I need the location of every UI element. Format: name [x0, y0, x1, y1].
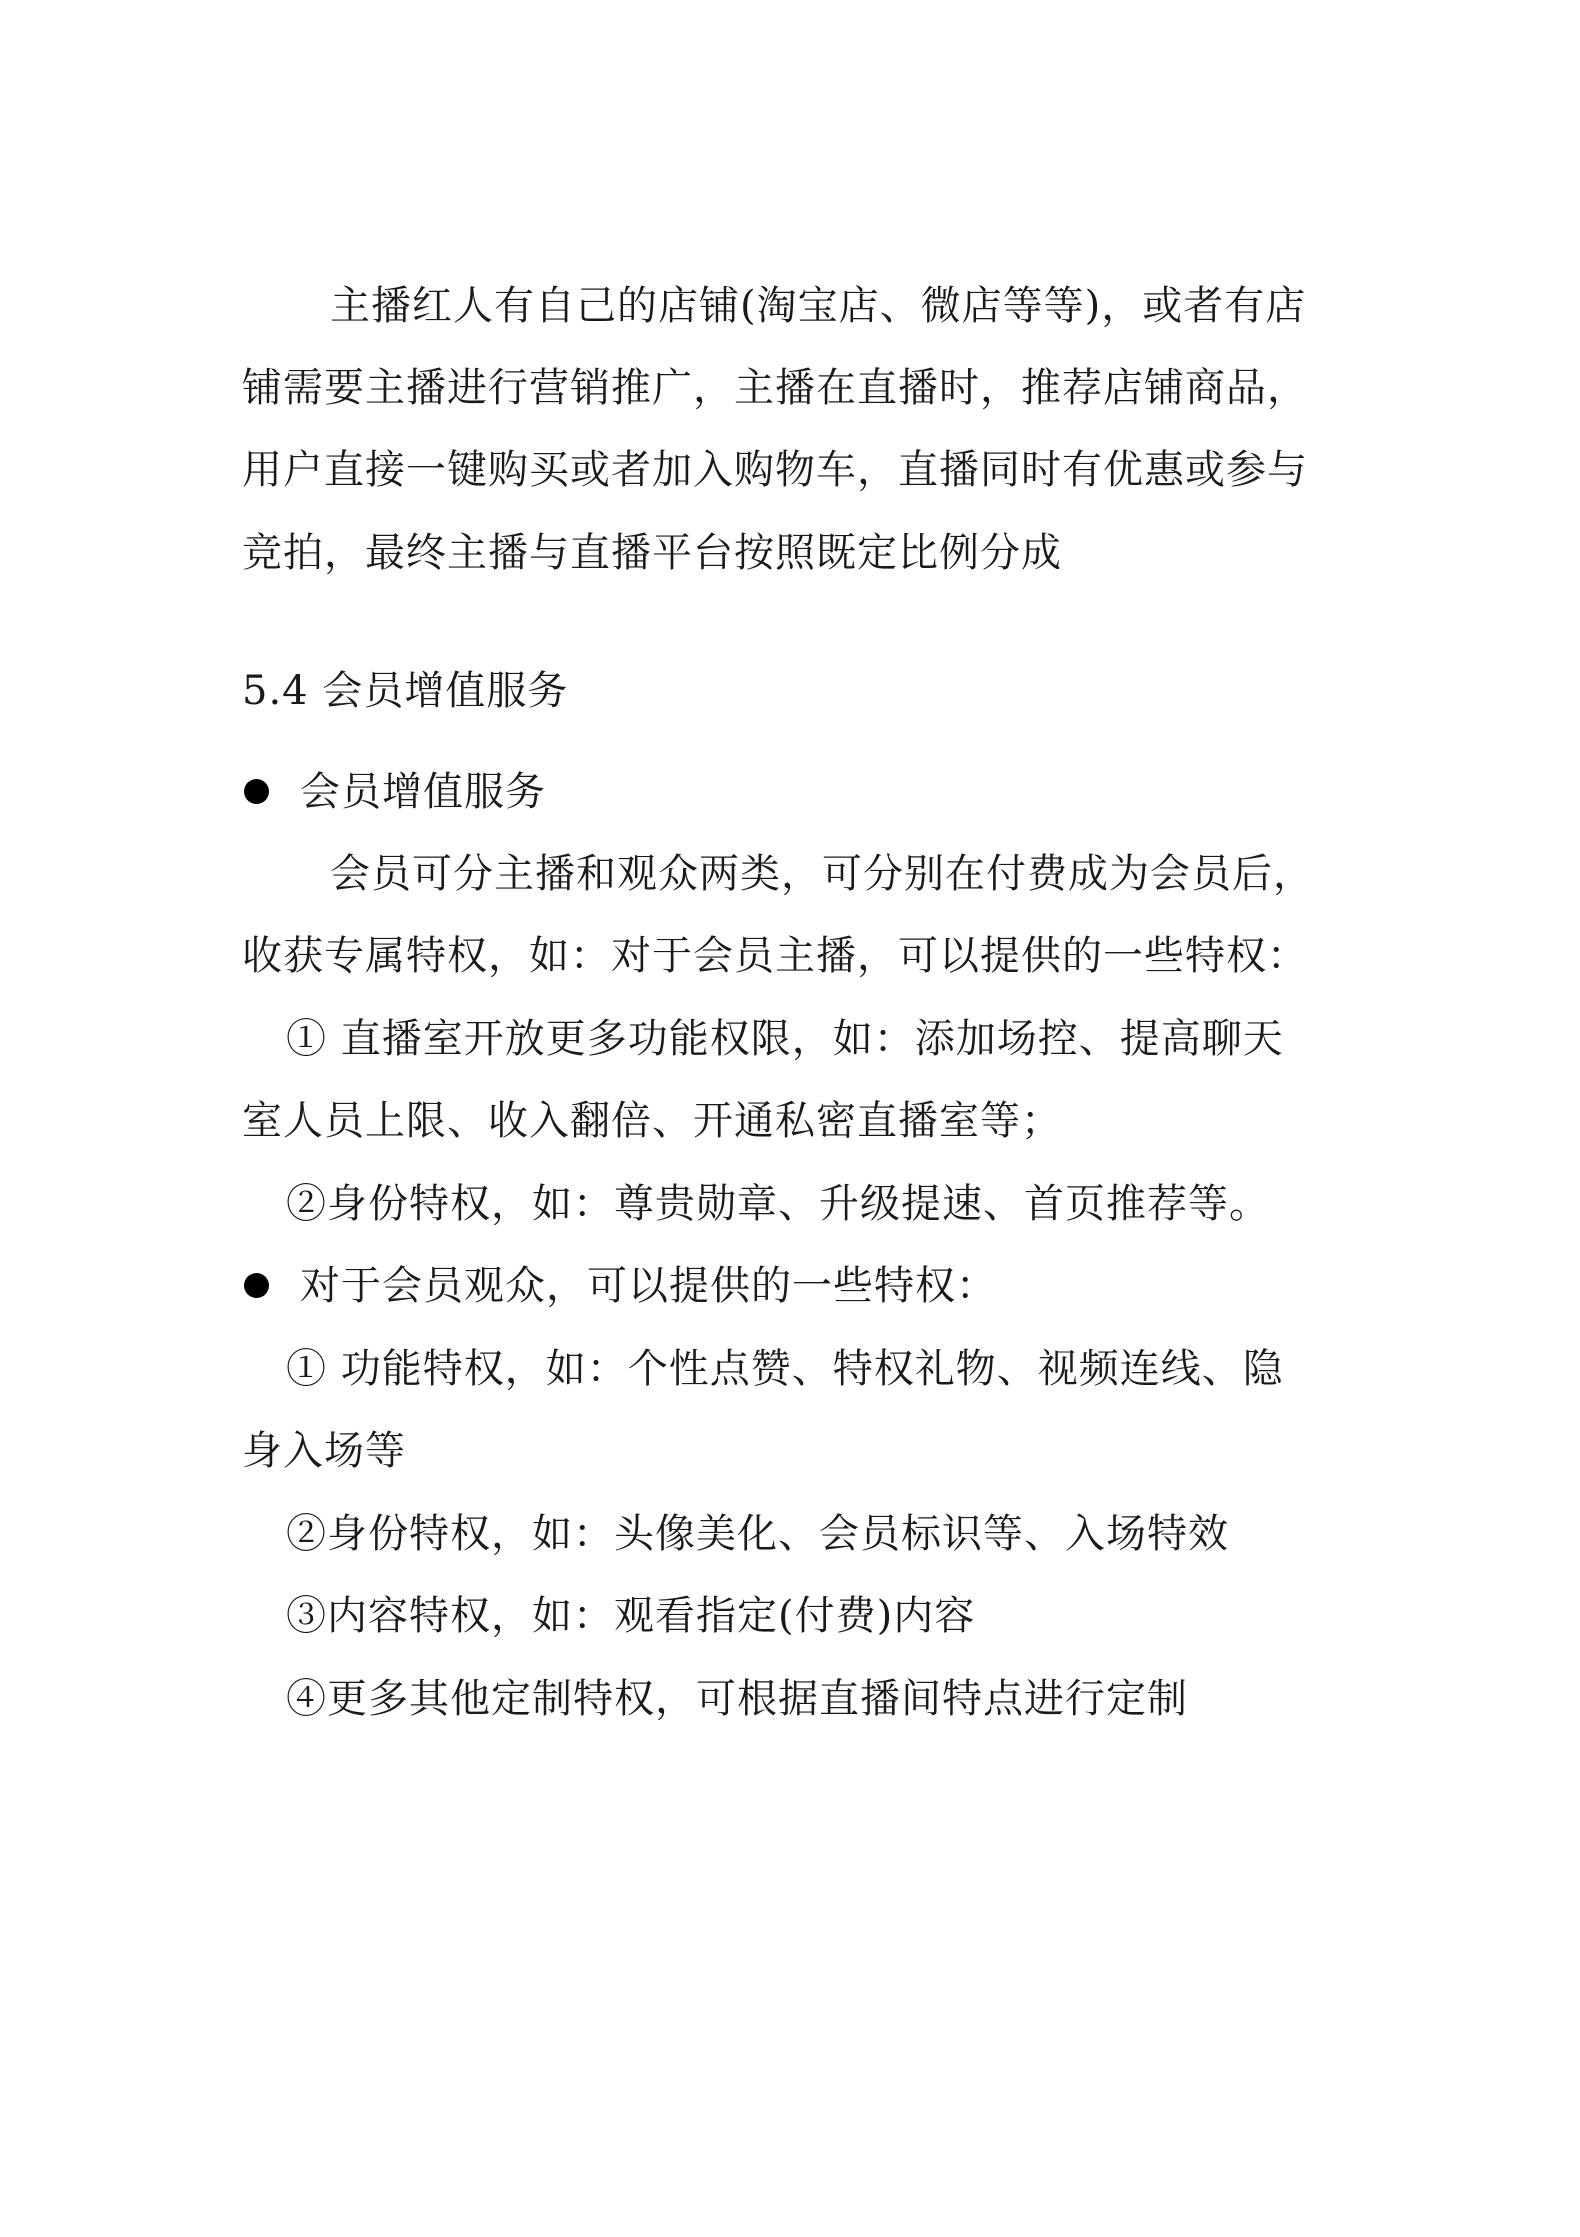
intro-line-3: 用户直接一键购买或者加入购物车，直播同时有优惠或参与	[242, 447, 1308, 493]
bullet-1-para-line-2: 收获专属特权，如：对于会员主播，可以提供的一些特权：	[242, 933, 1308, 979]
bullet-2-item-4: ④更多其他定制特权，可根据直播间特点进行定制	[286, 1676, 1188, 1722]
bullet-dot-icon	[244, 779, 269, 804]
section-heading: 5.4 会员增值服务	[242, 668, 569, 714]
bullet-1-item-1-cont: 室人员上限、收入翻倍、开通私密直播室等；	[242, 1098, 1062, 1144]
bullet-2-label: 对于会员观众，可以提供的一些特权：	[300, 1263, 997, 1309]
bullet-2-item-1-cont: 身入场等	[242, 1428, 406, 1474]
bullet-2-item-2: ②身份特权，如：头像美化、会员标识等、入场特效	[286, 1511, 1229, 1557]
bullet-1-item-2: ②身份特权，如：尊贵勋章、升级提速、首页推荐等。	[286, 1181, 1270, 1227]
bullet-2-item-3: ③内容特权，如：观看指定(付费)内容	[286, 1593, 976, 1639]
bullet-1-para-line-1: 会员可分主播和观众两类，可分别在付费成为会员后，	[330, 851, 1314, 897]
bullet-2-item-1: ① 功能特权，如：个性点赞、特权礼物、视频连线、隐	[286, 1346, 1284, 1392]
intro-line-4: 竞拍，最终主播与直播平台按照既定比例分成	[242, 530, 1062, 576]
intro-line-2: 铺需要主播进行营销推广，主播在直播时，推荐店铺商品，	[242, 365, 1308, 411]
intro-line-1: 主播红人有自己的店铺(淘宝店、微店等等)，或者有店	[330, 283, 1307, 329]
bullet-1-item-1: ① 直播室开放更多功能权限，如：添加场控、提高聊天	[286, 1016, 1284, 1062]
bullet-1-label: 会员增值服务	[300, 769, 546, 815]
bullet-dot-icon	[244, 1273, 269, 1298]
